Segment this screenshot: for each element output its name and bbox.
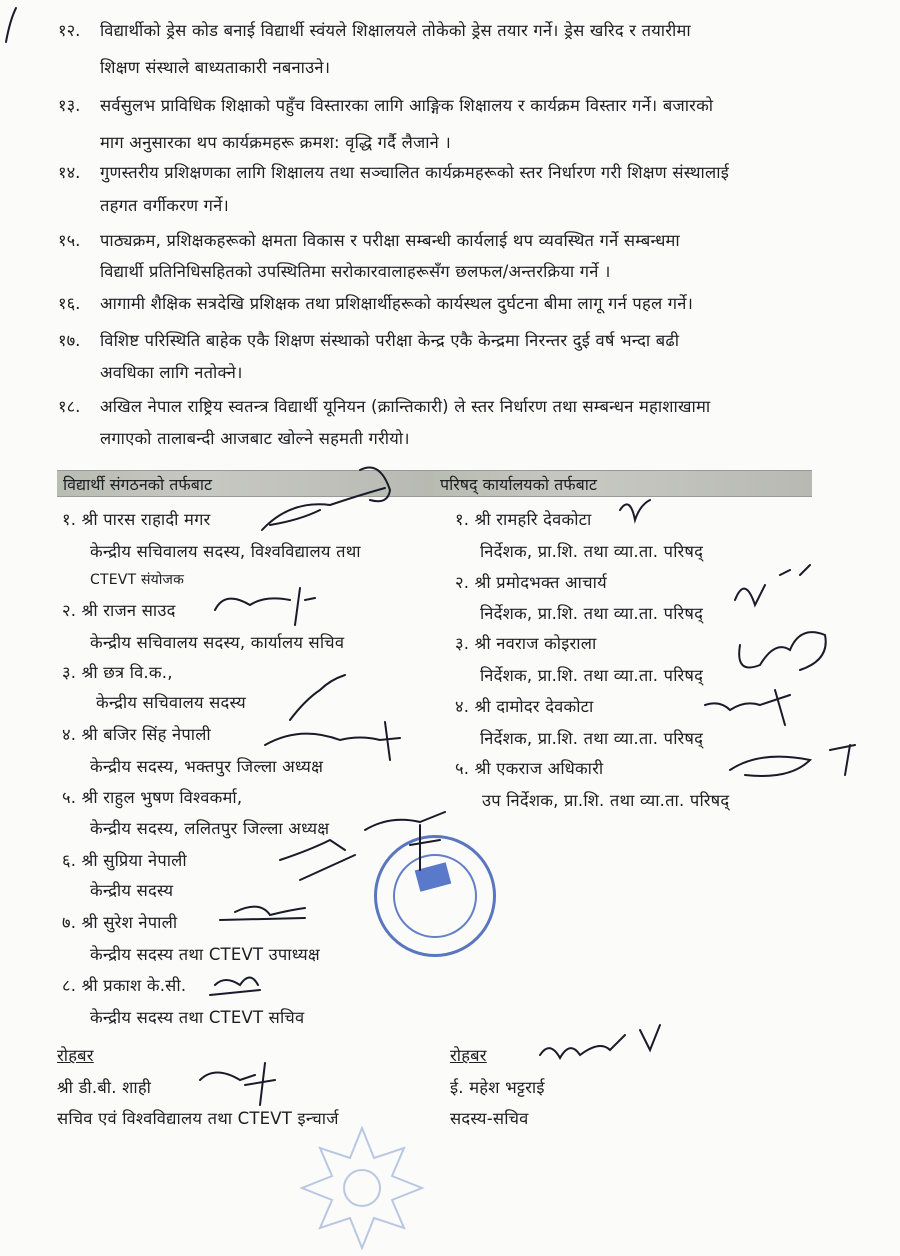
point-text: माग अनुसारका थप कार्यक्रमहरू क्रमश: वृद्धि गर्दै लैजाने । xyxy=(100,133,451,152)
signatory-name: ३. श्री छत्र वि.क., xyxy=(62,663,173,682)
signatory-name: ४. श्री बजिर सिंह नेपाली xyxy=(62,725,211,744)
signatory-role: CTEVT संयोजक xyxy=(90,572,185,588)
signatory-role: केन्द्रीय सदस्य तथा CTEVT सचिव xyxy=(90,1008,305,1027)
point-text: शिक्षण संस्थाले बाध्यताकारी नबनाउने। xyxy=(100,58,331,77)
signatory-name: ४. श्री दामोदर देवकोटा xyxy=(455,697,594,716)
point-text: विद्यार्थी प्रतिनिधिसहितको उपस्थितिमा सरोकारवालाहरूसँग छलफल/अन्तरक्रिया गर्ने । xyxy=(100,262,611,281)
point-text: लगाएको तालाबन्दी आजबाट खोल्ने सहमती गरीयो। xyxy=(100,429,410,448)
signatory-role: उप निर्देशक, प्रा.शि. तथा व्या.ता. परिषद् xyxy=(482,791,730,810)
signatory-role: केन्द्रीय सदस्य, भक्तपुर जिल्ला अध्यक्ष xyxy=(90,757,324,776)
signatory-name: १. श्री पारस राहादी मगर xyxy=(62,510,211,529)
signatory-role: केन्द्रीय सचिवालय सदस्य, विश्वविद्यालय तथा xyxy=(90,542,361,561)
signatory-name: ६. श्री सुप्रिया नेपाली xyxy=(62,851,187,870)
student-side-header: विद्यार्थी संगठनको तर्फबाट xyxy=(57,470,434,497)
point-text: अवधिका लागि नतोक्ने। xyxy=(100,363,243,382)
point-text: विद्यार्थीको ड्रेस कोड बनाई विद्यार्थी स्वंयले शिक्षालयले तोकेको ड्रेस तयार गर्ने। ड्रेस खरिद र तयारीमा xyxy=(100,21,691,40)
signatory-name: ५. श्री एकराज अधिकारी xyxy=(455,759,604,778)
witness-label: रोहबर xyxy=(450,1046,487,1065)
witness-role: सचिव एवं विश्वविद्यालय तथा CTEVT इन्चार्ज xyxy=(57,1109,339,1128)
point-number: १२. xyxy=(58,21,81,40)
signatory-role: केन्द्रीय सचिवालय सदस्य, कार्यालय सचिव xyxy=(90,633,345,652)
witness-name: श्री डी.बी. शाही xyxy=(57,1078,152,1097)
point-text: सर्वसुलभ प्राविधिक शिक्षाको पहुँच विस्तारका लागि आङ्गिक शिक्षालय र कार्यक्रम विस्तार गर्ने। बजारको xyxy=(100,96,714,115)
witness-name: ई. महेश भट्टराई xyxy=(450,1078,545,1097)
point-text: आगामी शैक्षिक सत्रदेखि प्रशिक्षक तथा प्रशिक्षार्थीहरूको कार्यस्थल दुर्घटना बीमा लागू गर्न पहल गर्ने। xyxy=(100,294,694,313)
signatory-name: १. श्री रामहरि देवकोटा xyxy=(455,510,592,529)
signatory-name: ७. श्री सुरेश नेपाली xyxy=(62,913,178,932)
point-text: अखिल नेपाल राष्ट्रिय स्वतन्त्र विद्यार्थी यूनियन (क्रान्तिकारी) ले स्तर निर्धारण तथा सम्बन्धन महाशाखामा xyxy=(100,397,711,416)
witness-role: सदस्य-सचिव xyxy=(450,1109,529,1128)
signatory-role: निर्देशक, प्रा.शि. तथा व्या.ता. परिषद् xyxy=(480,542,704,561)
council-side-header: परिषद् कार्यालयको तर्फबाट xyxy=(434,470,812,497)
signatory-name: ८. श्री प्रकाश के.सी. xyxy=(62,976,187,995)
point-number: १५. xyxy=(58,231,81,250)
witness-label: रोहबर xyxy=(57,1046,94,1065)
signatory-name: ३. श्री नवराज कोइराला xyxy=(455,634,597,653)
signatory-role: केन्द्रीय सदस्य तथा CTEVT उपाध्यक्ष xyxy=(90,945,320,964)
signatory-role: केन्द्रीय सचिवालय सदस्य xyxy=(96,693,246,712)
point-number: १४. xyxy=(58,163,81,182)
point-text: गुणस्तरीय प्रशिक्षणका लागि शिक्षालय तथा सञ्चालित कार्यक्रमहरूको स्तर निर्धारण गरी शिक्षण संस्थालाई xyxy=(100,163,729,182)
point-text: विशिष्ट परिस्थिति बाहेक एकै शिक्षण संस्थाको परीक्षा केन्द्र एकै केन्द्रमा निरन्तर दुई वर्ष भन्दा बढी xyxy=(100,331,680,350)
point-number: १८. xyxy=(58,397,81,416)
signatory-role: केन्द्रीय सदस्य xyxy=(90,881,174,900)
signatory-role: निर्देशक, प्रा.शि. तथा व्या.ता. परिषद् xyxy=(480,729,704,748)
signatory-name: २. श्री राजन साउद xyxy=(62,601,176,620)
point-text: पाठ्यक्रम, प्रशिक्षकहरूको क्षमता विकास र परीक्षा सम्बन्धी कार्यलाई थप व्यवस्थित गर्ने सम्बन्धमा xyxy=(100,231,680,250)
signatory-role: निर्देशक, प्रा.शि. तथा व्या.ता. परिषद् xyxy=(480,604,704,623)
point-text: तहगत वर्गीकरण गर्ने। xyxy=(100,196,229,215)
signatory-role: केन्द्रीय सदस्य, ललितपुर जिल्ला अध्यक्ष xyxy=(90,819,330,838)
point-number: १६. xyxy=(58,294,81,313)
signatory-name: ५. श्री राहुल भुषण विश्वकर्मा, xyxy=(62,788,243,807)
point-number: १७. xyxy=(58,331,81,350)
signatory-role: निर्देशक, प्रा.शि. तथा व्या.ता. परिषद् xyxy=(480,666,704,685)
signatory-name: २. श्री प्रमोदभक्त आचार्य xyxy=(455,573,607,592)
point-number: १३. xyxy=(58,96,81,115)
